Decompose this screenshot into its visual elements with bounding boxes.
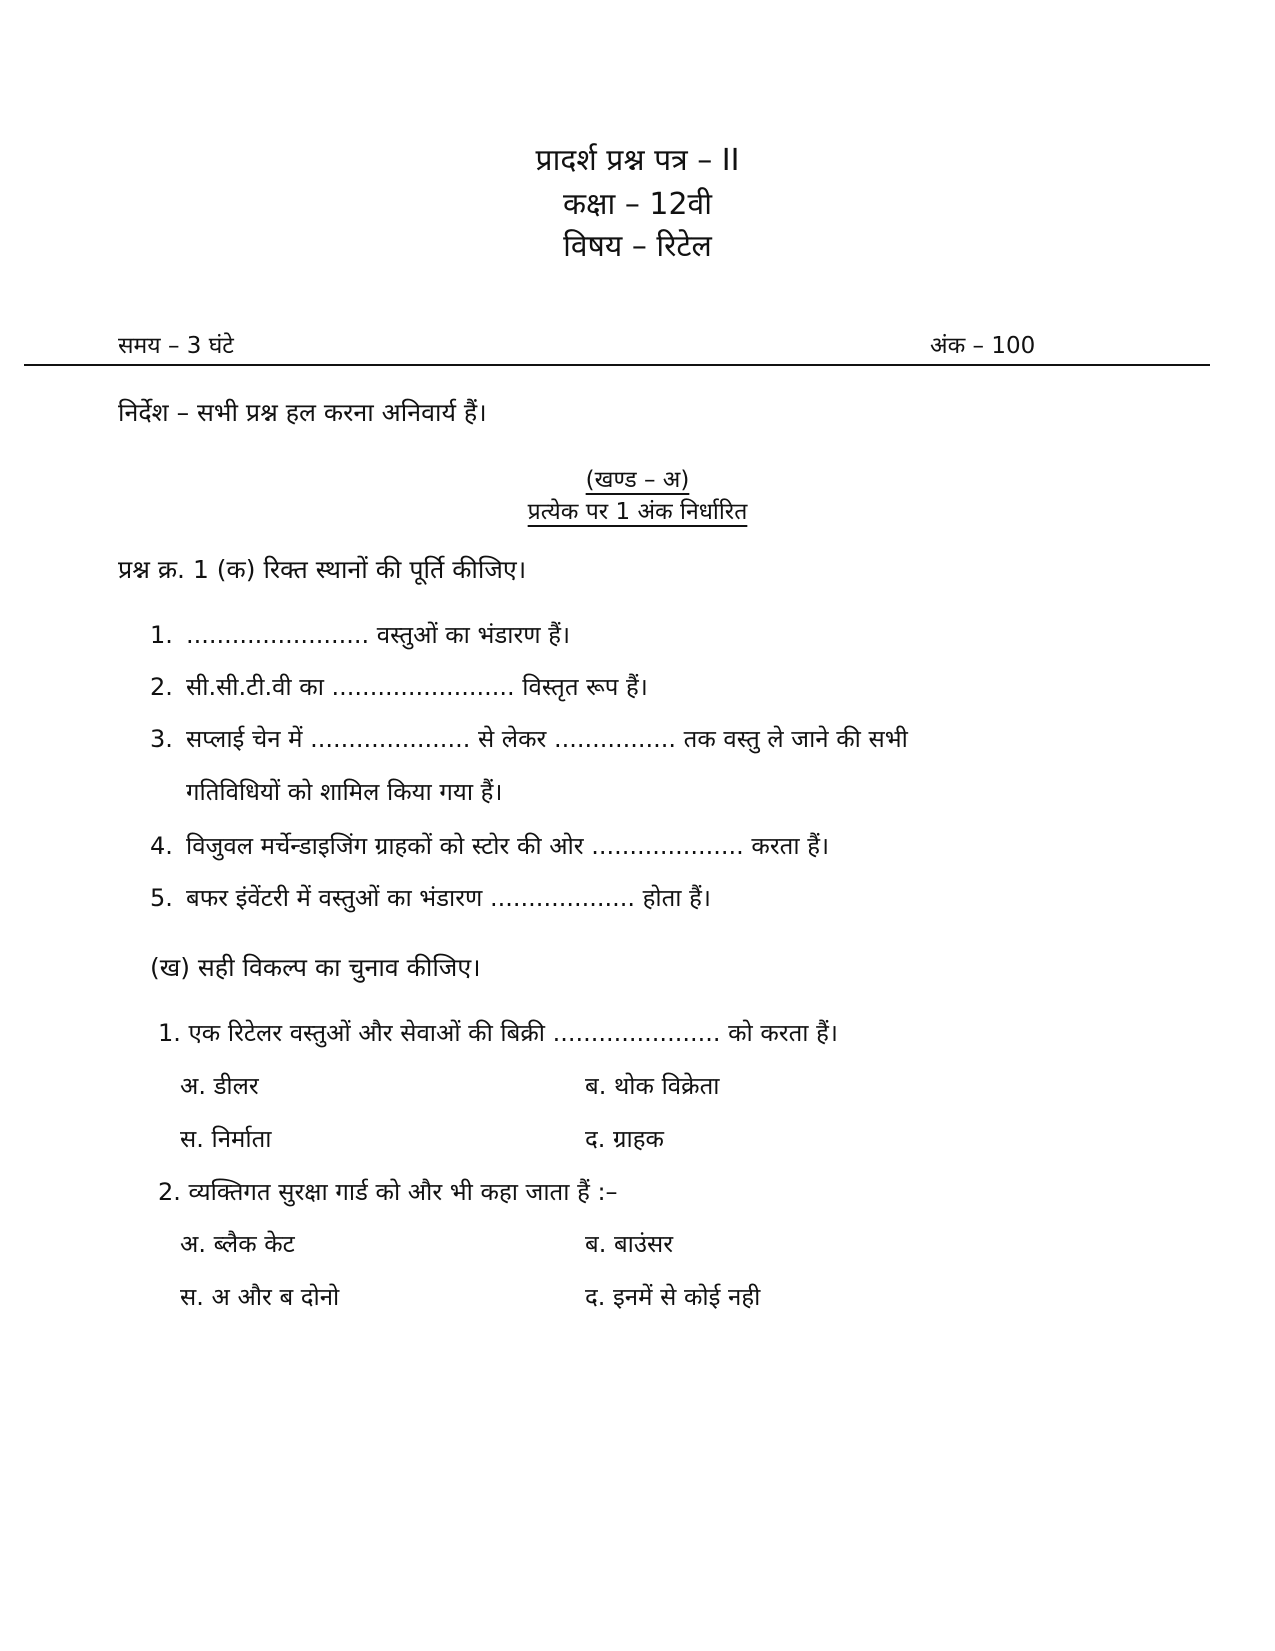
item-number: 2.: [150, 673, 173, 701]
item-number: 5.: [150, 884, 173, 912]
mcq-option: द. ग्राहक: [585, 1125, 664, 1153]
part-b-heading: (ख) सही विकल्प का चुनाव कीजिए।: [150, 953, 481, 982]
time-label: समय – 3 घंटे: [118, 333, 234, 359]
instructions: निर्देश – सभी प्रश्न हल करना अनिवार्य हैं।: [118, 398, 487, 427]
question1-heading: प्रश्न क्र. 1 (क) रिक्त स्थानों की पूर्ति कीजिए।: [118, 555, 527, 584]
class-title: कक्षा – 12वी: [562, 187, 713, 222]
item-number: 1.: [150, 621, 173, 649]
section-marks-note: प्रत्येक पर 1 अंक निर्धारित: [527, 499, 748, 525]
item-text: ........................ वस्तुओं का भंडारण हैं।: [186, 621, 571, 649]
list-item: [150, 881, 711, 914]
item-text: विजुवल मर्चेन्डाइजिंग ग्राहकों को स्टोर की ओर .................... करता हैं।: [186, 832, 830, 860]
list-item: [150, 618, 570, 651]
marks-label: अंक – 100: [930, 333, 1036, 359]
subject-title: विषय – रिटेल: [563, 229, 712, 264]
item-text: सी.सी.टी.वी का ........................ विस्तृत रूप हैं।: [186, 673, 648, 701]
mcq-option: द. इनमें से कोई नही: [585, 1283, 761, 1311]
list-item: [150, 722, 908, 755]
item-continuation: गतिविधियों को शामिल किया गया हैं।: [186, 778, 503, 806]
item-text: सप्लाई चेन में ..................... से लेकर ................ तक वस्तु ले जाने की सभी: [186, 725, 908, 753]
item-text: बफर इंवेंटरी में वस्तुओं का भंडारण ................... होता हैं।: [186, 884, 711, 912]
mcq-question: 1. एक रिटेलर वस्तुओं और सेवाओं की बिक्री ...................... को करता हैं।: [158, 1019, 838, 1047]
mcq-option: स. अ और ब दोनो: [180, 1283, 340, 1311]
mcq-option: ब. थोक विक्रेता: [585, 1072, 720, 1100]
list-item: [150, 829, 829, 862]
section-name: (खण्ड – अ): [585, 467, 690, 493]
paper-title: प्रादर्श प्रश्न पत्र – II: [535, 143, 740, 178]
mcq-option: अ. ब्लैक केट: [180, 1230, 295, 1258]
item-number: 3.: [150, 725, 173, 753]
header-divider: [24, 364, 1210, 366]
mcq-option: ब. बाउंसर: [585, 1230, 674, 1258]
mcq-option: अ. डीलर: [180, 1072, 259, 1100]
list-item: [150, 670, 648, 703]
mcq-option: स. निर्माता: [180, 1125, 272, 1153]
item-number: 4.: [150, 832, 173, 860]
mcq-question: 2. व्यक्तिगत सुरक्षा गार्ड को और भी कहा जाता हैं :–: [158, 1178, 618, 1206]
